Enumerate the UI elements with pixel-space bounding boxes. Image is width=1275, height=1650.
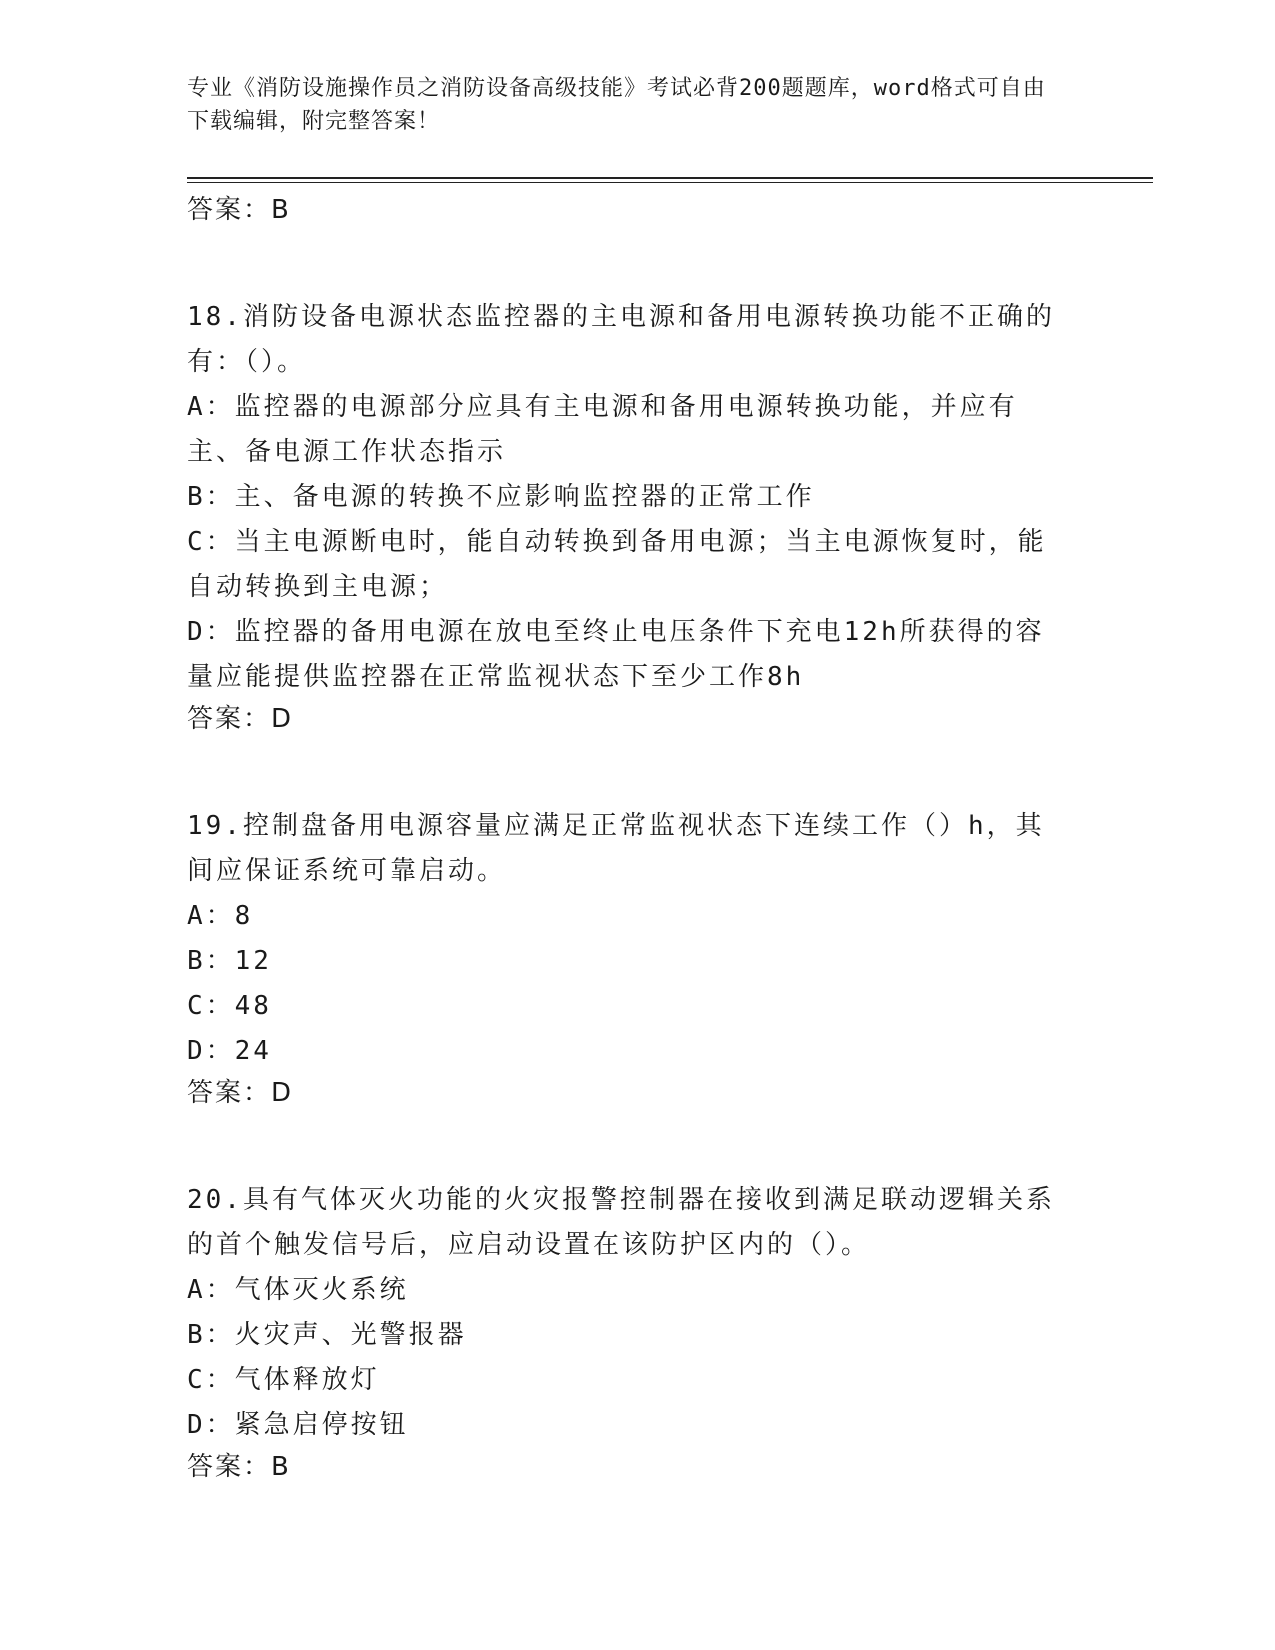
question-list — [187, 191, 1087, 1486]
question-19-option-c: C：48 — [187, 991, 272, 1021]
question-18-option-d: D：监控器的备用电源在放电至终止电压条件下充电12h所获得的容量应能提供监控器在正常监视状态下至少工作8h — [187, 617, 1045, 692]
question-18-option-c: C：当主电源断电时，能自动转换到备用电源；当主电源恢复时，能自动转换到主电源； — [187, 527, 1047, 602]
question-gap — [187, 229, 1087, 295]
question-19-option-b: B：12 — [187, 946, 272, 976]
question-19-option-a: A：8 — [187, 901, 254, 931]
question-18-text: 18.消防设备电源状态监控器的主电源和备用电源转换功能不正确的有：（）。 — [187, 302, 1055, 377]
question-20-answer: 答案：B — [187, 1452, 291, 1482]
question-18-answer: 答案：D — [187, 704, 294, 734]
header-rule-thin — [187, 182, 1153, 183]
header-rule — [187, 177, 1153, 179]
question-18-option-a: A：监控器的电源部分应具有主电源和备用电源转换功能，并应有主、备电源工作状态指示 — [187, 392, 1018, 467]
question-19-answer: 答案：D — [187, 1078, 294, 1108]
answer-line: 答案：B — [187, 195, 291, 225]
page-header — [187, 72, 1067, 138]
question-gap — [187, 1112, 1087, 1178]
question-20-text: 20.具有气体灭火功能的火灾报警控制器在接收到满足联动逻辑关系的首个触发信号后，应启动设置在该防护区内的（）。 — [187, 1185, 1055, 1260]
question-19-text: 19.控制盘备用电源容量应满足正常监视状态下连续工作（）h，其间应保证系统可靠启动。 — [187, 811, 1045, 886]
question-20-option-c: C：气体释放灯 — [187, 1365, 380, 1395]
question-20-option-a: A：气体灭火系统 — [187, 1275, 409, 1305]
question-19-option-d: D：24 — [187, 1036, 272, 1066]
question-20-option-d: D：紧急启停按钮 — [187, 1410, 409, 1440]
question-gap — [187, 738, 1087, 804]
question-20-option-b: B：火灾声、光警报器 — [187, 1320, 467, 1350]
header-title: 专业《消防设施操作员之消防设备高级技能》考试必背200题题库，word格式可自由下载编辑，附完整答案！ — [187, 76, 1046, 134]
question-18-option-b: B：主、备电源的转换不应影响监控器的正常工作 — [187, 482, 815, 512]
